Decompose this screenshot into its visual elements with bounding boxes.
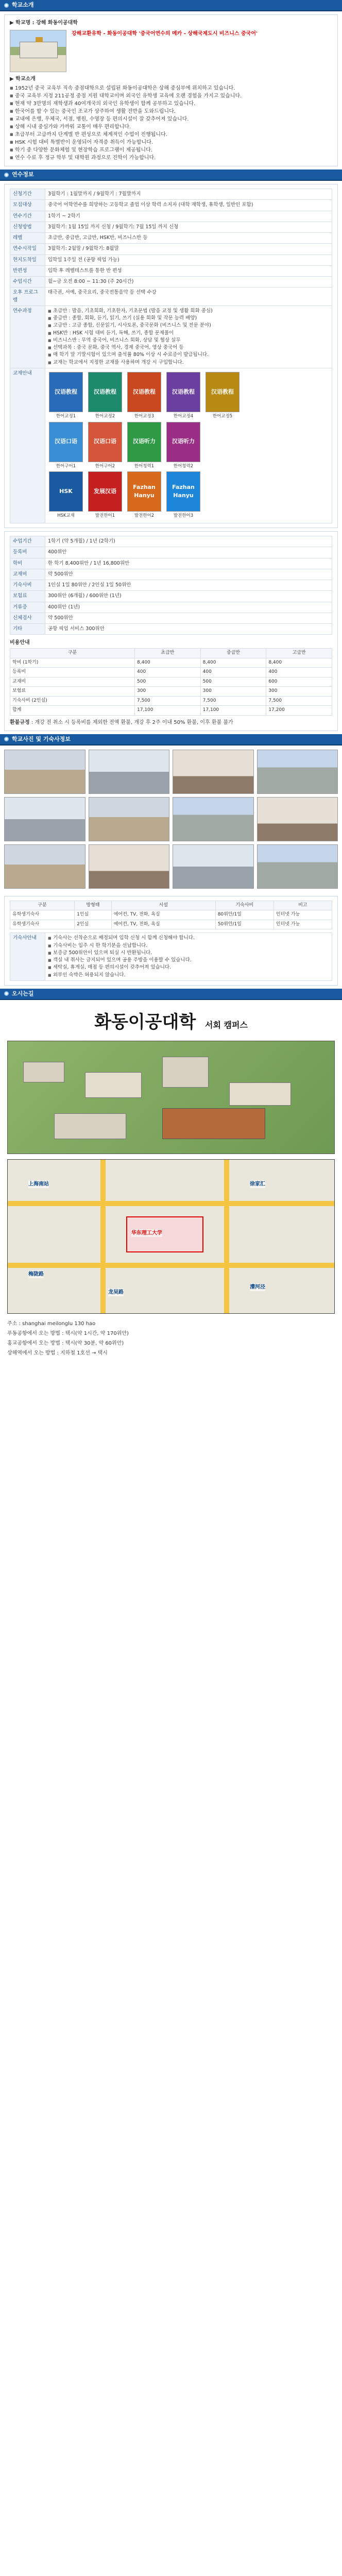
table-header: 구분 [10,649,135,658]
campus-photo [257,750,338,794]
textbook-caption: 한어교정1 [56,413,76,419]
row-value: 1학기 (약 5개월) / 1년 (2학기) [45,536,332,547]
table-row [10,920,332,929]
table-cell: 8,400 [135,658,201,668]
section-title: 학교소개 [12,1,34,8]
fee-table-label: 비용안내 [10,640,30,646]
textbook-caption: 한어청력1 [134,463,155,469]
textbook-cover: 汉语教程 [88,372,122,412]
dorm-note: ■ 외부인 숙박은 허용되지 않습니다. [48,972,329,979]
textbook-caption: 한어구어1 [56,463,76,469]
row-value: 월~금 오전 8:00 ~ 11:30 (주 20시간) [45,277,332,287]
textbook-caption: HSK교재 [57,513,75,519]
row-value: 입학 후 레벨테스트를 통한 반 편성 [45,265,332,276]
table-row [10,658,332,668]
school-photo [10,30,66,72]
textbook-row [48,471,329,519]
textbook-cover: 汉语口语 [49,422,83,462]
row-label: 수업시간 [10,277,45,287]
table-cell: 50위안/1일 [215,920,273,929]
fee-row [10,624,332,635]
textbook [165,422,201,470]
table-header: 기숙사비 [215,901,273,910]
fee-row [10,558,332,569]
textbook [87,372,123,420]
table-header: 초급반 [135,649,201,658]
map-label: 梅陇路 [28,1271,44,1277]
table-row [10,677,332,687]
row-label: 기타 [10,624,45,635]
dorm-notes-label: 기숙사안내 [10,933,45,981]
curriculum-item: ■ 비즈니스반 : 무역 중국어, 비즈니스 회화, 상담 및 협상 실무 [48,337,329,344]
fee-row [10,547,332,558]
curriculum-table [10,306,332,523]
curriculum-label: 연수과정 [10,306,45,368]
table-header: 비고 [273,901,332,910]
intro-item: ■ 중국 교육부 지정 211공정 중점 지원 대학교이며 외국인 유학생 교육에 오랜 경험을 가지고 있습니다. [10,92,332,100]
table-cell: 17,200 [266,706,332,716]
table-cell: 8,400 [266,658,332,668]
curriculum-item: ■ 중급반 : 종합, 회화, 듣기, 읽기, 쓰기 (실용 회화 및 작문 능력 배양) [48,315,329,322]
intro-item: ■ HSK 시험 대비 특별반이 운영되어 자격증 취득이 가능합니다. [10,139,332,146]
table-cell: 보험료 [10,687,135,697]
textbook-row [48,422,329,470]
program-row [10,287,332,306]
table-cell: 600 [266,677,332,687]
table-row [10,696,332,706]
textbook [87,422,123,470]
section-header-dorm [0,734,342,745]
campus-photo [173,797,254,841]
dorm-notes [45,933,332,981]
row-label: 오후 프로그램 [10,287,45,306]
row-value: 태극권, 서예, 중국요리, 중국전통음악 등 선택 수강 [45,287,332,306]
map-title [0,1000,342,1036]
map-label: 漕河泾 [250,1284,265,1290]
table-cell: 80위안/1일 [215,910,273,920]
textbook-row [48,372,329,420]
map-campus-name: 서회 캠퍼스 [205,1020,248,1030]
row-label: 모집대상 [10,200,45,211]
program-row [10,200,332,211]
textbook-cover: HSK [49,471,83,512]
campus-photo [4,797,86,841]
map-school-name: 화동이공대학 [94,1011,196,1032]
program-row [10,211,332,222]
row-label: 보험료 [10,591,45,602]
map-label: 华东理工大学 [131,1230,162,1236]
school-name-label: ▶ 학교명 : [10,20,35,26]
map-label: 上海南站 [28,1181,49,1187]
route-item: 푸동공항에서 오는 방법 : 택시(약 1시간, 약 170위안) [7,1330,129,1336]
table-row [10,668,332,677]
fee-row [10,569,332,580]
row-label: 반편성 [10,265,45,276]
dorm-table [10,901,332,930]
textbook-cover: 汉语听力 [166,422,200,462]
address: 주소 : shanghai meilonglu 130 hao [7,1320,96,1327]
campus-photo [89,797,170,841]
row-label: 연수기간 [10,211,45,222]
row-label: 연수시작일 [10,244,45,255]
row-value: 400위안 (1년) [45,602,332,613]
row-value: 공항 픽업 서비스 300위안 [45,624,332,635]
textbook-cell [45,368,332,523]
school-slogan: 강해교환유학 - 화동이공대학 '중국어연수의 메카 - 상해국제도시 비즈니스 중국어' [72,31,258,37]
fee-row [10,536,332,547]
textbook [126,372,162,420]
fee-row [10,580,332,591]
table-cell: 17,100 [200,706,266,716]
row-value: 1학기 ~ 2학기 [45,211,332,222]
table-cell: 300 [266,687,332,697]
program-row [10,189,332,200]
fee-table [10,648,332,716]
table-cell: 400 [266,668,332,677]
table-cell: 400 [200,668,266,677]
intro-item: ■ 초급부터 고급까지 단계별 반 편성으로 체계적인 수업이 진행됩니다. [10,131,332,139]
campus-photo [173,750,254,794]
dorm-note: ■ 객실 내 취사는 금지되어 있으며 공용 주방을 이용할 수 있습니다. [48,957,329,964]
table-cell: 400 [135,668,201,677]
program-row [10,265,332,276]
textbook [48,422,84,470]
textbook [165,372,201,420]
school-intro-box [4,14,338,166]
textbook-caption: 한어교정3 [134,413,155,419]
fee-row [10,613,332,623]
textbook-cover: 汉语教程 [49,372,83,412]
program-row [10,255,332,265]
table-row [10,910,332,920]
bullet-icon [4,173,9,177]
textbook-cover: Fazhan Hanyu [166,471,200,512]
table-cell: 합계 [10,706,135,716]
table-cell: 교재비 [10,677,135,687]
table-cell: 500 [200,677,266,687]
textbook-cover: 汉语教程 [206,372,240,412]
curriculum-item: ■ 선택과목 : 중국 문화, 중국 역사, 경제 중국어, 영상 중국어 등 [48,344,329,351]
textbook-cover: 汉语教程 [166,372,200,412]
route-item: 홍교공항에서 오는 방법 : 택시(약 30분, 약 60위안) [7,1340,124,1346]
row-label: 레벨 [10,233,45,244]
section-header-program [0,170,342,181]
table-cell: 500 [135,677,201,687]
textbook-cover: 汉语口语 [88,422,122,462]
row-value: 약 500위안 [45,569,332,580]
program-box [4,184,338,528]
textbook [87,471,123,519]
route-item: 상해역에서 오는 방법 : 지하철 1호선 → 택시 [7,1350,108,1356]
textbook [48,471,84,519]
dorm-notes-table [10,933,332,981]
program-row [10,233,332,244]
program-row [10,244,332,255]
map-label: 龙吴路 [108,1289,124,1295]
row-label: 수업기간 [10,536,45,547]
row-value: 3월학기: 2월말 / 9월학기: 8월말 [45,244,332,255]
dorm-photo [173,844,254,889]
dorm-note: ■ 기숙사비는 입주 시 한 학기분을 선납합니다. [48,942,329,950]
curriculum-item: ■ HSK반 : HSK 시험 대비 듣기, 독해, 쓰기, 종합 문제풀이 [48,330,329,337]
section-header-intro [0,0,342,11]
dorm-note: ■ 세탁실, 휴게실, 매점 등 편의시설이 갖추어져 있습니다. [48,964,329,971]
table-cell: 7,500 [200,696,266,706]
dorm-note: ■ 보증금 500위안이 있으며 퇴실 시 반환됩니다. [48,950,329,957]
fee-row [10,602,332,613]
school-name: 강해 화동이공대학 [36,20,78,26]
row-label: 교재비 [10,569,45,580]
table-header: 중급반 [200,649,266,658]
table-cell: 유학생기숙사 [10,910,75,920]
intro-item: ■ 한국어를 할 수 있는 중국인 조교가 상주하여 생활 전반을 도와드립니다. [10,108,332,115]
textbook-label: 교재안내 [10,368,45,523]
intro-item: ■ 교내에 은행, 우체국, 서점, 병원, 수영장 등 편의시설이 잘 갖추어져 있습니다. [10,115,332,123]
program-row [10,277,332,287]
row-label: 신체검사 [10,613,45,623]
textbook-cover: 汉语听力 [127,422,161,462]
intro-item: ■ 1952년 중국 교육부 직속 중점대학으로 설립된 화동이공대학은 상해 중심부에 위치하고 있습니다. [10,84,332,92]
campus-photo [257,797,338,841]
row-label: 신청기간 [10,189,45,200]
textbook [126,422,162,470]
intro-item: ■ 현재 약 3만명의 재학생과 40여개국의 외국인 유학생이 함께 공부하고 있습니다. [10,100,332,108]
dorm-photo [257,844,338,889]
textbook-cover: Fazhan Hanyu [127,471,161,512]
table-cell: 7,500 [266,696,332,706]
textbook-cover: 发展汉语 [88,471,122,512]
map-label: 徐家汇 [250,1181,265,1187]
dorm-note: ■ 기숙사는 선착순으로 배정되며 입학 신청 시 함께 신청해야 합니다. [48,935,329,942]
campus-photo [4,750,86,794]
table-row [10,687,332,697]
curriculum-item: ■ 매 학기 말 기말시험이 있으며 출석률 80% 이상 시 수료증이 발급됩니다. [48,351,329,359]
photo-gallery [0,745,342,893]
table-cell: 등록비 [10,668,135,677]
table-header: 구분 [10,901,75,910]
intro-label: ▶ 학교소개 [10,76,36,82]
curriculum-item: ■ 고급반 : 고급 종합, 신문읽기, 시사토론, 중국문화 (비즈니스 및 전문 분야) [48,322,329,329]
intro-item: ■ 학기 중 다양한 문화체험 및 현장학습 프로그램이 제공됩니다. [10,146,332,154]
textbook-caption: 한어교정4 [173,413,194,419]
school-block [10,30,332,72]
textbook-cover: 汉语教程 [127,372,161,412]
table-header: 고급반 [266,649,332,658]
table-cell: 2인실 [75,920,112,929]
fee-row [10,591,332,602]
row-value: 한 학기 8,400위안 / 1년 16,800위안 [45,558,332,569]
table-cell: 17,100 [135,706,201,716]
row-label: 학비 [10,558,45,569]
campus-photo [89,750,170,794]
curriculum-list [45,306,332,368]
dorm-photo [4,844,86,889]
textbook [126,471,162,519]
section-title: 오시는길 [12,990,34,997]
table-cell: 인터넷 가능 [273,910,332,920]
curriculum-item: ■ 교재는 학교에서 지정한 교재를 사용하며 개강 시 구입합니다. [48,359,329,366]
row-value: 1인실 1일 80위안 / 2인실 1일 50위안 [45,580,332,591]
fees-box: 수업기간 1학기 (약 5개월) / 1년 (2학기) 등록비 400위안 학비 한 학기 8,400위안 / 1년 16,800위안 교재비 약 500위안 기숙사비 1인실 1일 80위안 / 2인실 1일 50위안 보험료 300위안 (6개월) / 600위안 (1년) 거류증 400위안 (1년) 신체검사 약 500위안 기타 공항 픽업 서비스 300위안 비용안내 구분 초급반 중급반 고급반 학비 (1학기) 8,400 8,400 8,400 등록비 400 400 400 교재비 500 500 600 보험료 300 300 300 기숙사비 (2인실) 7,500 7,500 7,500 합계 17,100 17,100 17,200 환불규정 : 개강 전 취소 시 등록비를 제외한 전액 환불, 개강 후 2주 이내 50% 환불, 이후 환불 불가 [4,531,338,731]
row-label: 거류증 [10,602,45,613]
table-cell: 유학생기숙사 [10,920,75,929]
table-cell: 인터넷 가능 [273,920,332,929]
section-title: 연수정보 [12,171,34,178]
table-cell: 300 [200,687,266,697]
row-value: 300위안 (6개월) / 600위안 (1년) [45,591,332,602]
row-value: 3월학기 : 1월말까지 / 9월학기 : 7월말까지 [45,189,332,200]
bullet-icon [4,991,9,996]
fees-info-table [10,536,332,635]
table-cell: 에어컨, TV, 전화, 욕실 [111,910,215,920]
bullet-icon [4,3,9,8]
textbook-caption: 한어구어2 [95,463,115,469]
refund-label: 환불규정 [10,719,30,725]
refund-text: 개강 전 취소 시 등록비를 제외한 전액 환불, 개강 후 2주 이내 50% 환불, 이후 환불 불가 [35,719,233,725]
table-cell: 에어컨, TV, 전화, 욕실 [111,920,215,929]
row-label: 기숙사비 [10,580,45,591]
row-value: 입학일 1주일 전 (공항 픽업 가능) [45,255,332,265]
section-header-location [0,989,342,1000]
row-label: 등록비 [10,547,45,558]
campus-aerial-map [7,1041,335,1154]
section-title: 학교사진 및 기숙사정보 [12,735,71,742]
textbook-caption: 한어교정5 [212,413,233,419]
row-label: 현지도착일 [10,255,45,265]
curriculum-item: ■ 초급반 : 발음, 기초회화, 기초한자, 기초문법 (발음 교정 및 생활 회화 중심) [48,308,329,315]
table-header: 방형태 [75,901,112,910]
table-cell: 학비 (1학기) [10,658,135,668]
textbook-caption: 한어교정2 [95,413,115,419]
textbook-caption: 발전한어3 [173,513,194,519]
textbook [165,471,201,519]
intro-item: ■ 연수 수료 후 정규 학부 및 대학원 과정으로 진학이 가능합니다. [10,154,332,162]
route-list [0,1329,342,1368]
table-cell: 1인실 [75,910,112,920]
textbook-caption: 한어청력2 [173,463,194,469]
row-value: 초급반, 중급반, 고급반, HSK반, 비즈니스반 등 [45,233,332,244]
row-value: 약 500위안 [45,613,332,623]
table-row [10,706,332,716]
table-cell: 300 [135,687,201,697]
textbook-caption: 발전한어2 [134,513,155,519]
program-row [10,222,332,232]
row-value: 400위안 [45,547,332,558]
row-value: 중국어 어학연수를 희망하는 고등학교 졸업 이상 학력 소지자 (대학 재학생, 휴학생, 일반인 포함) [45,200,332,211]
dorm-photo [89,844,170,889]
table-header: 시설 [111,901,215,910]
program-table [10,189,332,306]
intro-item: ■ 상해 시내 중심가와 가까워 교통이 매우 편리합니다. [10,123,332,131]
dorm-box [4,896,338,986]
street-map [7,1159,335,1314]
textbook [204,372,241,420]
intro-list [10,84,332,162]
row-value: 3월학기: 1월 15일 까지 신청 / 9월학기: 7월 15일 까지 신청 [45,222,332,232]
bullet-icon [4,737,9,741]
textbook [48,372,84,420]
table-cell: 8,400 [200,658,266,668]
table-cell: 7,500 [135,696,201,706]
textbook-caption: 발전한어1 [95,513,115,519]
table-cell: 기숙사비 (2인실) [10,696,135,706]
row-label: 신청방법 [10,222,45,232]
